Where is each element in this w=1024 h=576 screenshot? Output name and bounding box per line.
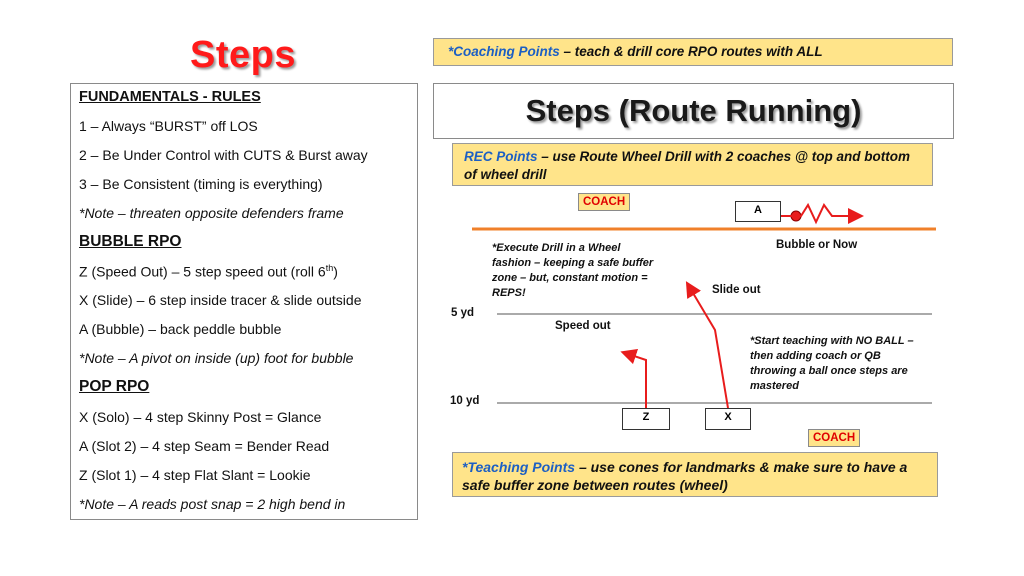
page-title: Steps [190,34,296,76]
fundamentals-heading: FUNDAMENTALS - RULES [79,89,261,105]
x-slide: X (Slide) – 6 step inside tracer & slide outside [79,292,362,308]
a-slot2: A (Slot 2) – 4 step Seam = Bender Read [79,438,330,454]
teaching-points-box [452,452,938,497]
coach-top-label: COACH [578,193,630,211]
bubble-or-now-label: Bubble or Now [776,239,858,251]
rule-3: 3 – Be Consistent (timing is everything) [79,176,323,192]
z-slot1: Z (Slot 1) – 4 step Flat Slant = Lookie [79,467,311,483]
player-x: X [705,408,751,430]
note-threaten: *Note – threaten opposite defenders frame [79,205,344,221]
z-speed-out-text: Z (Speed Out) – 5 step speed out (roll 6 [79,263,326,280]
x-solo: X (Solo) – 4 step Skinny Post = Glance [79,409,322,425]
route-running-title: Steps (Route Running) [433,83,954,139]
z-route-arrow [628,354,646,408]
coaching-points-label: *Coaching Points [448,44,560,59]
z-speed-out-close: ) [333,263,338,280]
bubble-rpo-heading: BUBBLE RPO [79,233,182,250]
slide-out-label: Slide out [712,284,761,296]
rule-2: 2 – Be Under Control with CUTS & Burst away [79,147,368,163]
start-teaching-note: *Start teaching with NO BALL – then adding coach or QB throwing a ball once steps are mastered [750,335,914,392]
rec-points-text: – use Route Wheel Drill with 2 coaches @ top and bottom of wheel drill [464,149,910,182]
ten-yard-label: 10 yd [450,395,480,407]
teaching-points-text: – use cones for landmarks & make sure to have a safe buffer zone between routes (wheel) [462,459,908,493]
player-z: Z [622,408,670,430]
z-speed-out-sup: th [325,263,334,273]
player-a: A [735,201,781,222]
coaching-points-text: – teach & drill core RPO routes with ALL [559,44,823,59]
rule-1: 1 – Always “BURST” off LOS [79,118,258,134]
coach-bottom-label: COACH [808,429,860,447]
teaching-points-label: *Teaching Points [462,459,576,475]
a-bubble: A (Bubble) – back peddle bubble [79,321,282,337]
pop-rpo-heading: POP RPO [79,378,150,395]
five-yard-label: 5 yd [451,307,475,319]
speed-out-label: Speed out [555,320,611,332]
execute-drill-note: *Execute Drill in a Wheel fashion – keeping a safe buffer zone – but, constant motion = REPS! [492,242,654,299]
rec-points-label: REC Points [464,149,538,164]
x-route-arrow [690,288,728,408]
note-reads: *Note – A reads post snap = 2 high bend in [79,496,346,512]
note-pivot: *Note – A pivot on inside (up) foot for bubble [79,350,354,366]
